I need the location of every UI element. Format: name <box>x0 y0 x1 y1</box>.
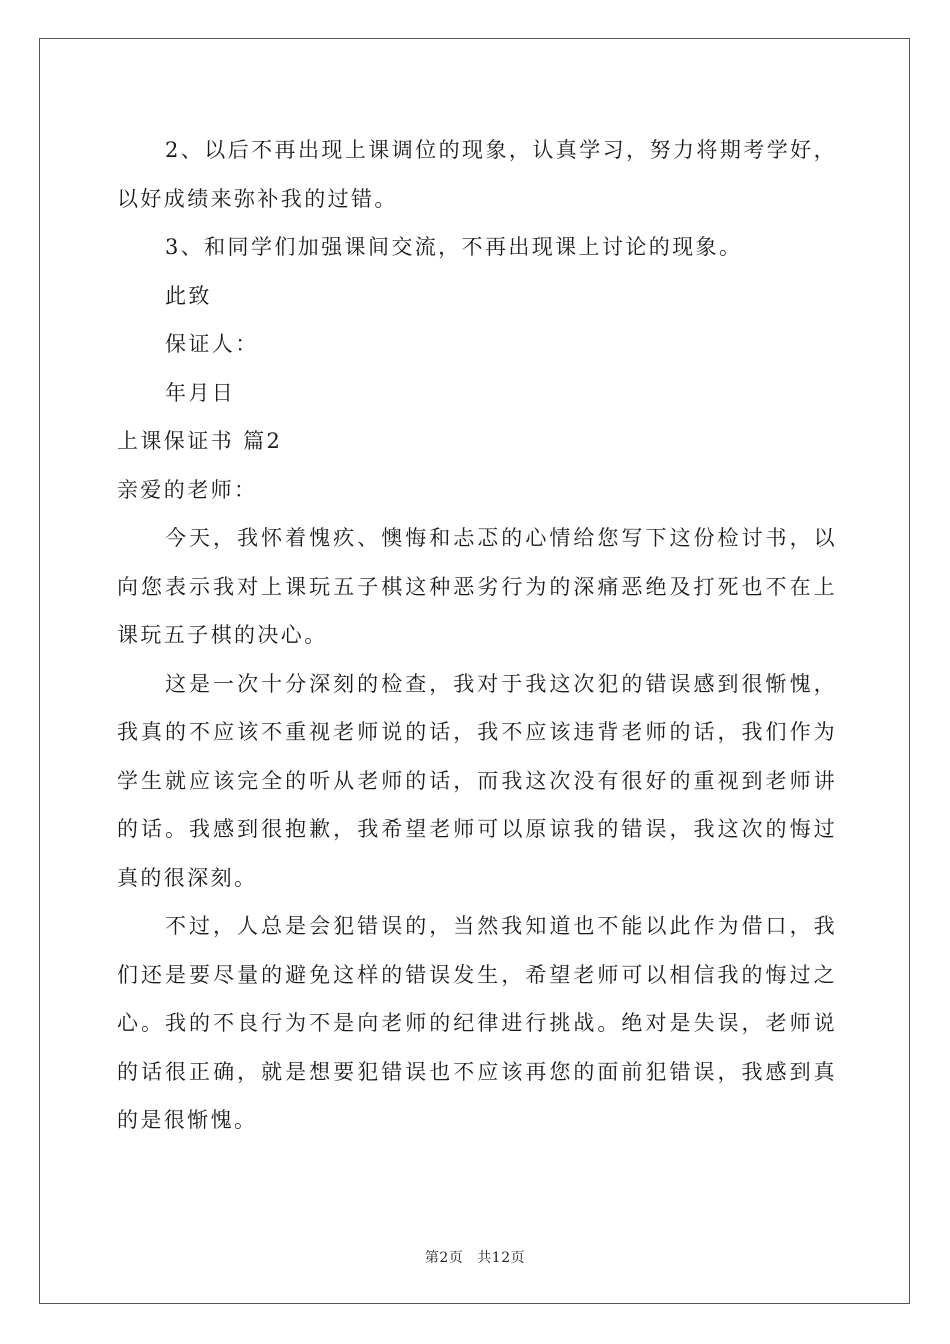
body-paragraph: 这是一次十分深刻的检查，我对于我这次犯的错误感到很惭愧，我真的不应该不重视老师说的话，我不应该违背老师的话，我们作为学生就应该完全的听从老师的话，而我这次没有很好的重视到老师讲的话。我感到很抱歉，我希望老师可以原谅我的错误，我这次的悔过真的很深刻。 <box>117 671 837 890</box>
guarantor-label: 保证人： <box>165 332 259 356</box>
salutation-closing: 此致 <box>165 283 212 308</box>
page-number: 第2页 <box>424 1250 464 1266</box>
date-line: 年月日 <box>165 380 236 405</box>
body-paragraph: 今天，我怀着愧疚、懊悔和忐忑的心情给您写下这份检讨书，以向您表示我对上课玩五子棋这种恶劣行为的深痛恶绝及打死也不在上课玩五子棋的决心。 <box>117 526 837 647</box>
greeting: 亲爱的老师： <box>117 477 258 502</box>
document-body <box>117 126 837 1145</box>
paragraph-item-2: 2、以后不再出现上课调位的现象，认真学习，努力将期考学好，以好成绩来弥补我的过错。 <box>117 138 837 211</box>
body-paragraph: 不过，人总是会犯错误的，当然我知道也不能以此作为借口，我们还是要尽量的避免这样的错误发生，希望老师可以相信我的悔过之心。我的不良行为不是向老师的纪律进行挑战。绝对是失误，老师说的话很正确，就是想要犯错误也不应该再您的面前犯错误，我感到真的是很惭愧。 <box>117 914 837 1132</box>
paragraph-item-3: 3、和同学们加强课间交流，不再出现课上讨论的现象。 <box>165 235 743 259</box>
section-heading: 上课保证书 篇2 <box>117 429 283 453</box>
page-total: 共12页 <box>477 1250 526 1266</box>
page-footer <box>0 1247 950 1267</box>
